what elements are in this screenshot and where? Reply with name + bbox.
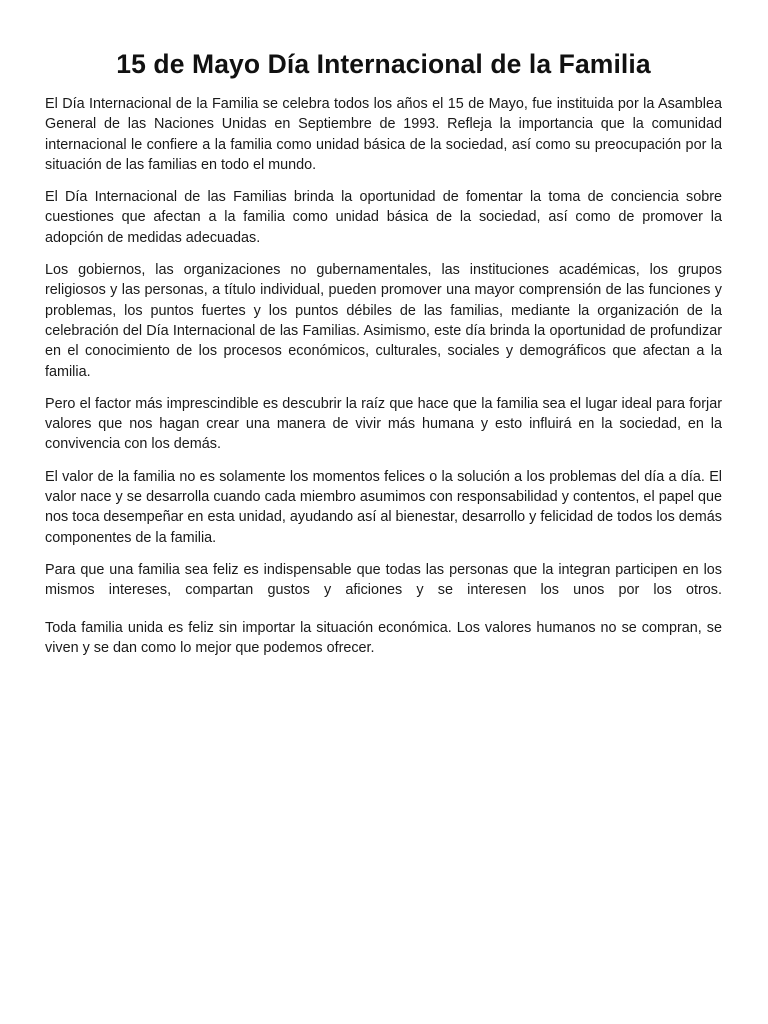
document-page <box>45 44 722 670</box>
paragraph-5: El valor de la familia no es solamente los momentos felices o la solución a los problemas del día a día. El valor nace y se desarrolla cuando cada miembro asumimos con responsabilidad y contentos, el papel que nos toca desempeñar en esta unidad, ayudando así al bienestar, desarrollo y felicidad de todos los demás componentes de la familia. <box>45 468 722 546</box>
document-body <box>45 94 722 658</box>
paragraph-2: El Día Internacional de las Familias brinda la oportunidad de fomentar la toma de conciencia sobre cuestiones que afectan a la familia como unidad básica de la sociedad, así como de promover la adopción de medidas adecuadas. <box>45 189 722 246</box>
paragraph-7: Toda familia unida es feliz sin importar la situación económica. Los valores humanos no se compran, se viven y se dan como lo mejor que podemos ofrecer. <box>45 619 722 656</box>
paragraph-3: Los gobiernos, las organizaciones no gubernamentales, las instituciones académicas, los grupos religiosos y las personas, a título individual, pueden promover una mayor comprensión de las funciones y problemas, los puntos fuertes y los puntos débiles de las familias, mediante la organización de la celebración del Día Internacional de las Familias. Asimismo, este día brinda la oportunidad de profundizar en el conocimiento de los procesos económicos, culturales, sociales y demográficos que afectan a la familia. <box>45 262 722 380</box>
paragraph-1: El Día Internacional de la Familia se celebra todos los años el 15 de Mayo, fue instituida por la Asamblea General de las Naciones Unidas en Septiembre de 1993. Refleja la importancia que la comunidad internacional le confiere a la familia como unidad básica de la sociedad, así como su preocupación por la situación de las familias en todo el mundo. <box>45 96 722 173</box>
document-title: 15 de Mayo Día Internacional de la Familia <box>116 49 651 79</box>
paragraph-4: Pero el factor más imprescindible es descubrir la raíz que hace que la familia sea el lugar ideal para forjar valores que nos hagan crear una manera de vivir más humana y esto influirá en la sociedad, en la convivencia con los demás. <box>45 395 722 453</box>
paragraph-6: Para que una familia sea feliz es indispensable que todas las personas que la integran participen en los mismos intereses, compartan gustos y aficiones y se interesen los unos por los otros. <box>45 561 722 599</box>
